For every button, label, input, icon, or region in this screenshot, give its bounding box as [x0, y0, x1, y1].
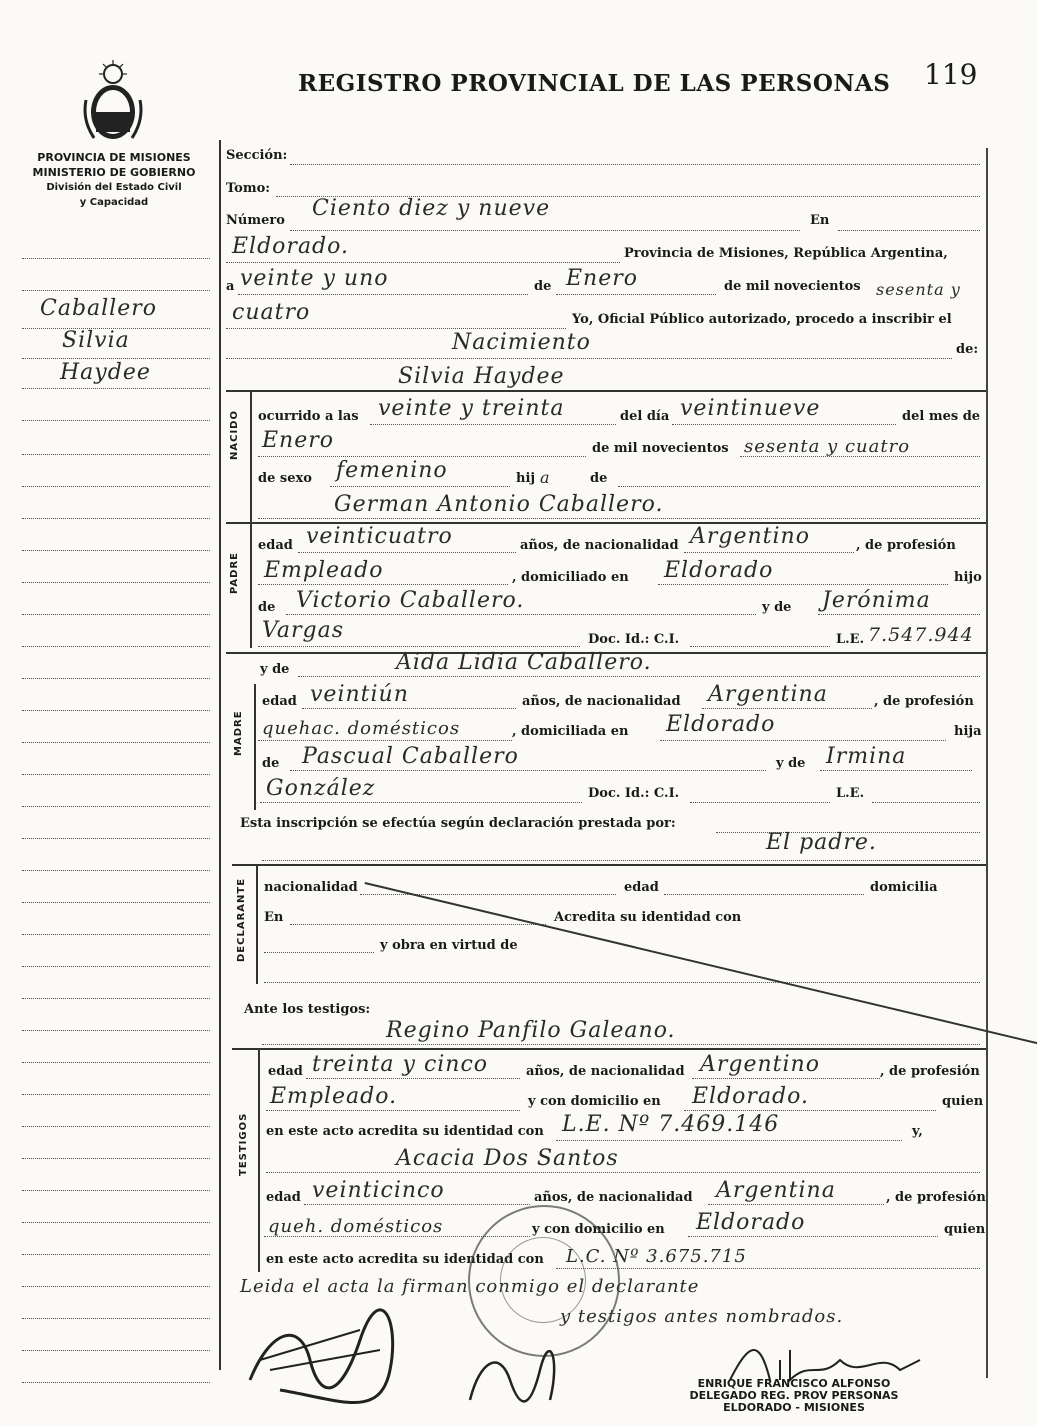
- anio-nac-line: [740, 456, 980, 457]
- padre-prof-label: , de profesión: [856, 538, 956, 553]
- del-dia-label: del día: [620, 409, 670, 424]
- padre-tab: PADRE: [229, 552, 240, 594]
- a-label: a: [226, 279, 235, 294]
- t2-dom-value: Eldorado: [696, 1210, 806, 1235]
- t1-anos-label: años, de nacionalidad: [526, 1064, 685, 1079]
- madre-line: [298, 676, 980, 677]
- signature-declarante-icon: [240, 1300, 440, 1410]
- numero-label: Número: [226, 213, 285, 228]
- padre-edad-value: veinticuatro: [306, 524, 453, 549]
- nacido-tab-rule: [250, 392, 252, 522]
- padre-name: German Antonio Caballero.: [334, 492, 664, 517]
- madre-le-label: L.E.: [836, 786, 865, 801]
- declarante-end-line: [264, 982, 980, 983]
- t1-edad-value: treinta y cinco: [312, 1052, 489, 1077]
- declarante-tab-rule: [256, 866, 258, 984]
- de-label-2: de: [590, 471, 608, 486]
- t2-doc-line: [556, 1268, 980, 1269]
- dia-nac-line: [672, 424, 896, 425]
- right-rule: [986, 148, 988, 1378]
- testigo2-line: [266, 1172, 980, 1173]
- madre-y-de-label-2: y de: [776, 756, 806, 771]
- madre-edad-value: veintiún: [310, 682, 409, 707]
- declarante-nacionalidad-label: nacionalidad: [264, 880, 358, 895]
- madre-nac-line: [702, 708, 872, 709]
- padre-le-value: 7.547.944: [868, 624, 974, 646]
- t2-prof-value: queh. domésticos: [268, 1216, 444, 1237]
- mes-line: [556, 294, 716, 295]
- sexo-label: de sexo: [258, 471, 312, 486]
- capacity-label: y Capacidad: [79, 197, 149, 208]
- t2-prof-label: , de profesión: [886, 1190, 986, 1205]
- official-role: DELEGADO REG. PROV PERSONAS: [689, 1389, 899, 1402]
- declarante-edad-label: edad: [624, 880, 659, 895]
- t2-edad-line: [304, 1204, 530, 1205]
- mil-novecientos-label: de mil novecientos: [724, 279, 861, 294]
- domicilia-label: domicilia: [870, 880, 938, 895]
- del-mes-label: del mes de: [902, 409, 981, 424]
- dia-value: veinte y uno: [240, 266, 389, 291]
- tipo-value: Nacimiento: [452, 330, 591, 355]
- signature-testigo-icon: [460, 1340, 570, 1420]
- madre-tab: MADRE: [233, 710, 244, 756]
- nacido-top-line: [226, 390, 986, 392]
- t1-dom-line: [684, 1110, 936, 1111]
- padre-ci-line: [690, 646, 830, 647]
- inscripcion-label: Esta inscripción se efectúa según declaración prestada por:: [240, 816, 676, 831]
- numero-value: Ciento diez y nueve: [312, 196, 551, 221]
- declarante-nac-line: [360, 894, 616, 895]
- t2-anos-label: años, de nacionalidad: [534, 1190, 693, 1205]
- padre-edad-line: [298, 552, 516, 553]
- sexo-line: [330, 486, 510, 487]
- ante-testigos-label: Ante los testigos:: [244, 1002, 371, 1017]
- declarante-tab: DECLARANTE: [236, 877, 247, 962]
- en-line: [838, 230, 980, 231]
- acredita-label: Acredita su identidad con: [554, 910, 742, 925]
- madre-tab-rule: [254, 684, 256, 810]
- t1-prof-value: Empleado.: [270, 1084, 398, 1109]
- issuer-block: [18, 150, 210, 210]
- division-label: División del Estado Civil: [46, 182, 182, 193]
- t2-quien-label: quien: [944, 1222, 986, 1237]
- abuelo-value: Victorio Caballero.: [296, 588, 525, 613]
- abuela-value-2: Vargas: [262, 618, 344, 643]
- padre-tab-rule: [250, 524, 252, 648]
- left-rule: [219, 140, 221, 1370]
- madre-y-de-label: y de: [260, 662, 290, 677]
- nacido-tab: NACIDO: [229, 410, 240, 460]
- obra-label: y obra en virtud de: [380, 938, 518, 953]
- closing-note-2: y testigos antes nombrados.: [560, 1306, 844, 1327]
- folio-number: 119: [924, 58, 978, 91]
- abuelo-m-line: [290, 770, 766, 771]
- padre-nac-line: [684, 552, 854, 553]
- testigo1-line: [262, 1044, 980, 1045]
- padre-edad-label: edad: [258, 538, 293, 553]
- yo-label: Yo, Oficial Público autorizado, procedo a inscribir el: [572, 312, 952, 327]
- seccion-line: [290, 164, 980, 165]
- lugar-line: [226, 262, 620, 263]
- t1-prof-label: , de profesión: [880, 1064, 980, 1079]
- padre-doc-label: Doc. Id.: C.I.: [588, 632, 680, 647]
- testigo1-name: Regino Panfilo Galeano.: [386, 1018, 676, 1043]
- abuelo-line: [286, 614, 756, 615]
- margin-first-name: Silvia: [62, 328, 130, 353]
- hora-value: veinte y treinta: [378, 396, 565, 421]
- anio-nac-value: sesenta y cuatro: [744, 436, 911, 457]
- padre-dom-value: Eldorado: [664, 558, 774, 583]
- madre-dom-value: Eldorado: [666, 712, 776, 737]
- closing-note-1: Leida el acta la firman conmigo el declarante: [240, 1276, 700, 1297]
- province-label: PROVINCIA DE MISIONES: [37, 151, 191, 164]
- testigos-tab: TESTIGOS: [238, 1112, 249, 1176]
- t1-acto-label: en este acto acredita su identidad con: [266, 1124, 544, 1139]
- madre-edad-label: edad: [262, 694, 297, 709]
- padre-anos-label: años, de nacionalidad: [520, 538, 679, 553]
- padre-de-label: de: [258, 600, 276, 615]
- official-stamp-inner: [500, 1237, 586, 1323]
- t2-dom-line: [688, 1236, 938, 1237]
- ocurrido-label: ocurrido a las: [258, 409, 359, 424]
- sexo-value: femenino: [336, 458, 448, 483]
- madre-edad-line: [302, 708, 516, 709]
- declarante-obra-pre-line: [264, 952, 374, 953]
- ministry-label: MINISTERIO DE GOBIERNO: [32, 166, 196, 179]
- t2-edad-value: veinticinco: [312, 1178, 445, 1203]
- t1-prof-line: [266, 1110, 520, 1111]
- declarante-line: [262, 860, 980, 861]
- numero-line: [290, 230, 800, 231]
- t1-edad-line: [306, 1078, 520, 1079]
- anio-value: sesenta y: [876, 280, 961, 299]
- seccion-label: Sección:: [226, 148, 288, 163]
- document-title: REGISTRO PROVINCIAL DE LAS PERSONAS: [298, 70, 891, 97]
- t1-doc-line: [556, 1140, 902, 1141]
- abuela-m-value-2: González: [266, 776, 376, 801]
- nombre-value: Silvia Haydee: [398, 364, 565, 389]
- padre-y-de-label: y de: [762, 600, 792, 615]
- domiciliada-label: , domiciliada en: [512, 724, 629, 739]
- official-signature-block: [664, 1378, 924, 1414]
- coat-of-arms-icon: [82, 60, 144, 144]
- t2-acto-label: en este acto acredita su identidad con: [266, 1252, 544, 1267]
- t1-dom-value: Eldorado.: [692, 1084, 809, 1109]
- declarante-top-line: [232, 864, 986, 866]
- dia-nac-value: veintinueve: [680, 396, 821, 421]
- madre-le-line: [872, 802, 980, 803]
- t2-edad-label: edad: [266, 1190, 301, 1205]
- margin-second-name: Haydee: [60, 360, 151, 385]
- en-label: En: [810, 213, 830, 228]
- madre-prof-label: , de profesión: [874, 694, 974, 709]
- padre-prof-line: [258, 584, 508, 585]
- testigos-tab-rule: [258, 1050, 260, 1272]
- anio-value-2: cuatro: [232, 300, 311, 325]
- anio-line: [226, 328, 566, 329]
- declarante-value: El padre.: [766, 830, 877, 855]
- madre-anos-label: años, de nacionalidad: [522, 694, 681, 709]
- madre-ci-line: [690, 802, 830, 803]
- madre-name: Aida Lidia Caballero.: [396, 650, 652, 675]
- madre-nac-value: Argentina: [708, 682, 828, 707]
- t1-quien-label: quien: [942, 1094, 984, 1109]
- t1-y-label: y,: [912, 1124, 923, 1139]
- mil-novecientos-label-2: de mil novecientos: [592, 441, 729, 456]
- t1-domicilio-label: y con domicilio en: [528, 1094, 661, 1109]
- t2-doc-value: L.C. Nº 3.675.715: [566, 1246, 747, 1267]
- t2-domicilio-label: y con domicilio en: [532, 1222, 665, 1237]
- abuela-m2-line: [260, 802, 582, 803]
- official-place: ELDORADO - MISIONES: [723, 1401, 865, 1414]
- de-colon-label: de:: [956, 342, 979, 357]
- hij-suffix: a: [540, 468, 551, 487]
- abuela-line: [818, 614, 980, 615]
- hija-label: hija: [954, 724, 982, 739]
- declarante-en-line: [290, 924, 546, 925]
- de-label: de: [534, 279, 552, 294]
- declarante-en-label: En: [264, 910, 284, 925]
- madre-prof-value: quehac. domésticos: [262, 718, 461, 739]
- dia-line: [238, 294, 528, 295]
- abuela-value: Jerónima: [822, 588, 931, 613]
- madre-de-label: de: [262, 756, 280, 771]
- official-name: ENRIQUE FRANCISCO ALFONSO: [697, 1377, 891, 1390]
- lugar-value: Eldorado.: [232, 234, 349, 259]
- declarante-edad-line: [664, 894, 864, 895]
- abuela-m-value: Irmina: [826, 744, 907, 769]
- hij-label: hij: [516, 471, 536, 486]
- t1-nac-value: Argentino: [700, 1052, 820, 1077]
- madre-prof-line: [258, 740, 512, 741]
- provincia-label: Provincia de Misiones, República Argentina,: [624, 246, 948, 261]
- padre-le-label: L.E.: [836, 632, 865, 647]
- t2-nac-value: Argentina: [716, 1178, 836, 1203]
- padre-nac-value: Argentino: [690, 524, 810, 549]
- padre-line: [258, 518, 980, 519]
- madre-dom-line: [660, 740, 946, 741]
- mes-nac-line: [258, 456, 586, 457]
- padre-dom-line: [658, 584, 948, 585]
- t1-doc-value: L.E. Nº 7.469.146: [562, 1112, 780, 1137]
- t1-nac-line: [692, 1078, 880, 1079]
- testigos-top-line: [232, 1048, 986, 1050]
- tipo-line: [226, 358, 952, 359]
- t1-edad-label: edad: [268, 1064, 303, 1079]
- hijo-label: hijo: [954, 570, 982, 585]
- abuela-m-line: [820, 770, 972, 771]
- madre-doc-label: Doc. Id.: C.I.: [588, 786, 680, 801]
- mes-nac-value: Enero: [262, 428, 335, 453]
- padre-prof-value: Empleado: [264, 558, 384, 583]
- hora-line: [370, 424, 616, 425]
- tomo-label: Tomo:: [226, 181, 271, 196]
- abuela2-line: [258, 646, 580, 647]
- testigo2-name: Acacia Dos Santos: [396, 1146, 619, 1171]
- abuelo-m-value: Pascual Caballero: [302, 744, 519, 769]
- margin-surname: Caballero: [40, 296, 158, 321]
- domiciliado-label: , domiciliado en: [512, 570, 629, 585]
- mes-value: Enero: [566, 266, 639, 291]
- hij-line: [618, 486, 980, 487]
- t2-nac-line: [708, 1204, 884, 1205]
